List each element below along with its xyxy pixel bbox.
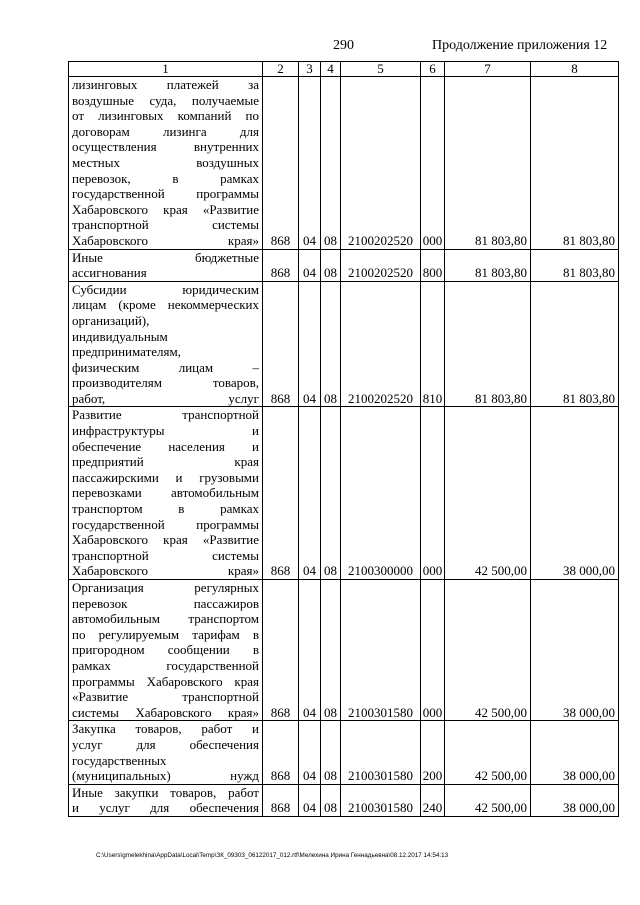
- description-line: Развитие транспортной: [72, 407, 259, 423]
- description-line: (муниципальных) нужд: [72, 768, 259, 784]
- description-line: производителям товаров,: [72, 375, 259, 391]
- row-description: [69, 407, 263, 580]
- row-description: [69, 281, 263, 407]
- row-description: [69, 249, 263, 281]
- description-line: по регулируемым тарифам в: [72, 626, 259, 642]
- code-rz: 04: [299, 249, 321, 281]
- table-row: [69, 77, 619, 250]
- col-header: 6: [421, 62, 445, 77]
- description-line: автомобильным транспортом: [72, 611, 259, 627]
- code-pr: 08: [321, 784, 341, 816]
- code-vr: 240: [421, 784, 445, 816]
- code-gr: 868: [263, 249, 299, 281]
- col-header: 7: [445, 62, 531, 77]
- code-rz: 04: [299, 784, 321, 816]
- code-rz: 04: [299, 580, 321, 721]
- description-line: осуществления внутренних: [72, 139, 259, 155]
- table-row: [69, 784, 619, 816]
- description-line: системы Хабаровского края»: [72, 704, 259, 720]
- description-line: Закупка товаров, работ и: [72, 721, 259, 737]
- description-line: от лизинговых компаний по: [72, 108, 259, 124]
- description-line: Хабаровского края»: [72, 232, 259, 248]
- code-csr: 2100202520: [341, 281, 421, 407]
- col-header: 4: [321, 62, 341, 77]
- description-line: организаций),: [72, 312, 150, 328]
- code-csr: 2100300000: [341, 407, 421, 580]
- description-line: услуг для обеспечения: [72, 736, 259, 752]
- code-pr: 08: [321, 407, 341, 580]
- code-rz: 04: [299, 77, 321, 250]
- description-line: договорам лизинга для: [72, 123, 259, 139]
- amount-year-1: 42 500,00: [445, 407, 531, 580]
- table-row: [69, 281, 619, 407]
- description-line: физическим лицам –: [72, 359, 259, 375]
- amount-year-1: 42 500,00: [445, 580, 531, 721]
- code-gr: 868: [263, 77, 299, 250]
- amount-year-1: 81 803,80: [445, 249, 531, 281]
- amount-year-2: 81 803,80: [531, 77, 619, 250]
- col-header: 2: [263, 62, 299, 77]
- code-gr: 868: [263, 281, 299, 407]
- amount-year-2: 38 000,00: [531, 407, 619, 580]
- description-line: предпринимателям,: [72, 344, 181, 360]
- row-description: [69, 721, 263, 784]
- code-pr: 08: [321, 580, 341, 721]
- amount-year-1: 42 500,00: [445, 721, 531, 784]
- code-csr: 2100301580: [341, 721, 421, 784]
- description-line: индивидуальным: [72, 328, 168, 344]
- page-number: 290: [333, 38, 354, 53]
- description-line: Иные бюджетные: [72, 249, 259, 265]
- code-rz: 04: [299, 407, 321, 580]
- table-row: [69, 721, 619, 784]
- code-pr: 08: [321, 249, 341, 281]
- table-row: [69, 580, 619, 721]
- code-csr: 2100301580: [341, 784, 421, 816]
- description-line: перевозок, в рамках: [72, 170, 259, 186]
- code-vr: 200: [421, 721, 445, 784]
- description-line: местных воздушных: [72, 154, 259, 170]
- amount-year-2: 38 000,00: [531, 580, 619, 721]
- amount-year-1: 81 803,80: [445, 77, 531, 250]
- row-description: [69, 580, 263, 721]
- row-description: [69, 77, 263, 250]
- description-line: лицам (кроме некоммерческих: [72, 297, 259, 313]
- description-line: перевозками автомобильным: [72, 485, 259, 501]
- table-row: [69, 407, 619, 580]
- description-line: транспортом в рамках: [72, 501, 259, 517]
- description-line: государственных: [72, 752, 167, 768]
- description-line: лизинговых платежей за: [72, 77, 259, 92]
- code-gr: 868: [263, 721, 299, 784]
- code-csr: 2100202520: [341, 249, 421, 281]
- code-gr: 868: [263, 784, 299, 816]
- budget-table: [68, 61, 619, 817]
- code-vr: 000: [421, 407, 445, 580]
- col-header: 3: [299, 62, 321, 77]
- description-line: пассажирскими и грузовыми: [72, 469, 259, 485]
- header-row: [69, 62, 619, 77]
- code-pr: 08: [321, 721, 341, 784]
- description-line: предприятий края: [72, 454, 259, 470]
- code-rz: 04: [299, 281, 321, 407]
- description-line: Хабаровского края»: [72, 563, 259, 579]
- description-line: работ, услуг: [72, 390, 259, 406]
- code-vr: 810: [421, 281, 445, 407]
- description-line: и услуг для обеспечения: [72, 800, 259, 816]
- description-line: обеспечение населения и: [72, 438, 259, 454]
- description-line: Организация регулярных: [72, 580, 259, 595]
- description-line: Хабаровского края «Развитие: [72, 532, 259, 548]
- code-rz: 04: [299, 721, 321, 784]
- description-line: перевозок пассажиров: [72, 595, 259, 611]
- code-gr: 868: [263, 580, 299, 721]
- col-header: 5: [341, 62, 421, 77]
- table-row: [69, 249, 619, 281]
- code-pr: 08: [321, 77, 341, 250]
- description-line: инфраструктуры и: [72, 423, 259, 439]
- amount-year-1: 42 500,00: [445, 784, 531, 816]
- amount-year-2: 81 803,80: [531, 281, 619, 407]
- amount-year-2: 38 000,00: [531, 721, 619, 784]
- amount-year-2: 38 000,00: [531, 784, 619, 816]
- row-description: [69, 784, 263, 816]
- description-line: «Развитие транспортной: [72, 689, 259, 705]
- col-header: 8: [531, 62, 619, 77]
- description-line: рамках государственной: [72, 657, 259, 673]
- code-gr: 868: [263, 407, 299, 580]
- amount-year-1: 81 803,80: [445, 281, 531, 407]
- code-pr: 08: [321, 281, 341, 407]
- description-line: государственной программы: [72, 516, 259, 532]
- code-vr: 000: [421, 77, 445, 250]
- description-line: Иные закупки товаров, работ: [72, 784, 259, 800]
- description-line: Субсидии юридическим: [72, 281, 259, 297]
- description-line: ассигнования: [72, 265, 147, 281]
- continuation-title: Продолжение приложения 12: [432, 38, 608, 53]
- description-line: транспортной системы: [72, 547, 259, 563]
- code-vr: 000: [421, 580, 445, 721]
- description-line: пригородном сообщении в: [72, 642, 259, 658]
- code-csr: 2100202520: [341, 77, 421, 250]
- code-vr: 800: [421, 249, 445, 281]
- file-path-footer: C:\Users\gmelekhina\AppData\Local\Temp\ЗК_09303_06122017_012.rtf\Мелехина Ирина Геннадьевна\08.12.2017 14:54:13: [96, 852, 449, 859]
- code-csr: 2100301580: [341, 580, 421, 721]
- col-header: 1: [69, 62, 263, 77]
- description-line: государственной программы: [72, 186, 259, 202]
- description-line: транспортной системы: [72, 217, 259, 233]
- description-line: программы Хабаровского края: [72, 673, 259, 689]
- description-line: Хабаровского края «Развитие: [72, 201, 259, 217]
- description-line: воздушные суда, получаемые: [72, 92, 259, 108]
- amount-year-2: 81 803,80: [531, 249, 619, 281]
